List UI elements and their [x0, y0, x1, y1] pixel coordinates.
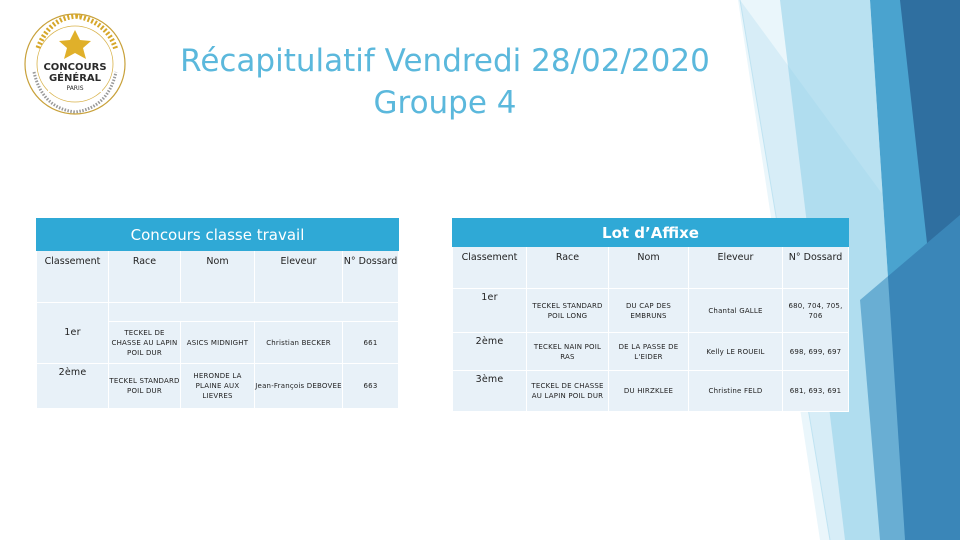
column-header-dossard: N° Dossard [783, 247, 849, 289]
column-header-race: Race [109, 251, 181, 303]
cell-classement: 2ème [37, 364, 109, 409]
concours-classe-travail-table [36, 218, 399, 409]
cell-race: TECKEL STANDARD POIL LONG [527, 289, 609, 333]
cell-eleveur: Chantal GALLE [689, 289, 783, 333]
logo-text-main1: CONCOURS [43, 62, 107, 73]
cell-nom: ASICS MIDNIGHT [181, 322, 255, 364]
title-line-2: Groupe 4 [373, 85, 517, 121]
cell-nom: HERONDE LA PLAINE AUX LIEVRES [181, 364, 255, 409]
logo-text-city: PARIS [66, 85, 84, 92]
cell-eleveur: Jean-François DEBOVEE [255, 364, 343, 409]
table-row [453, 289, 849, 333]
cell-nom: DU CAP DES EMBRUNS [609, 289, 689, 333]
cell-eleveur: Christian BECKER [255, 322, 343, 364]
cell-race: TECKEL NAIN POIL RAS [527, 333, 609, 371]
column-header-eleveur: Eleveur [255, 251, 343, 303]
cell-eleveur: Kelly LE ROUEIL [689, 333, 783, 371]
column-header-race: Race [527, 247, 609, 289]
cell-dossard: 661 [343, 322, 399, 364]
cell-classement: 2ème [453, 333, 527, 371]
cell-eleveur: Christine FELD [689, 371, 783, 412]
page-title [150, 40, 740, 124]
table-header-title: Lot d’Affixe [453, 219, 849, 247]
column-header-nom: Nom [609, 247, 689, 289]
cell-dossard: 663 [343, 364, 399, 409]
column-header-classement: Classement [37, 251, 109, 303]
table-row [453, 333, 849, 371]
logo-text-main2: GÉNÉRAL [48, 73, 102, 84]
cell-race: TECKEL DE CHASSE AU LAPIN POIL DUR [109, 322, 181, 364]
cell-dossard: 681, 693, 691 [783, 371, 849, 412]
cell-classement: 1er [37, 303, 109, 364]
cell-race: TECKEL DE CHASSE AU LAPIN POIL DUR [527, 371, 609, 412]
cell-classement: 1er [453, 289, 527, 333]
table-row [37, 364, 399, 409]
column-header-dossard: N° Dossard [343, 251, 399, 303]
table-spacer-row [37, 303, 399, 322]
cell-nom: DE LA PASSE DE L'EIDER [609, 333, 689, 371]
cell-dossard: 680, 704, 705, 706 [783, 289, 849, 333]
cell-dossard: 698, 699, 697 [783, 333, 849, 371]
column-header-nom: Nom [181, 251, 255, 303]
column-header-classement: Classement [453, 247, 527, 289]
cell-classement: 3ème [453, 371, 527, 412]
column-header-eleveur: Eleveur [689, 247, 783, 289]
concours-general-logo [20, 8, 130, 120]
cell-race: TECKEL STANDARD POIL DUR [109, 364, 181, 409]
table-row [453, 371, 849, 412]
cell-nom: DU HIRZKLEE [609, 371, 689, 412]
spacer-cell [109, 303, 399, 322]
table-header-title: Concours classe travail [37, 219, 399, 251]
lot-affixe-table [452, 218, 849, 412]
title-line-1: Récapitulatif Vendredi 28/02/2020 [180, 43, 710, 79]
